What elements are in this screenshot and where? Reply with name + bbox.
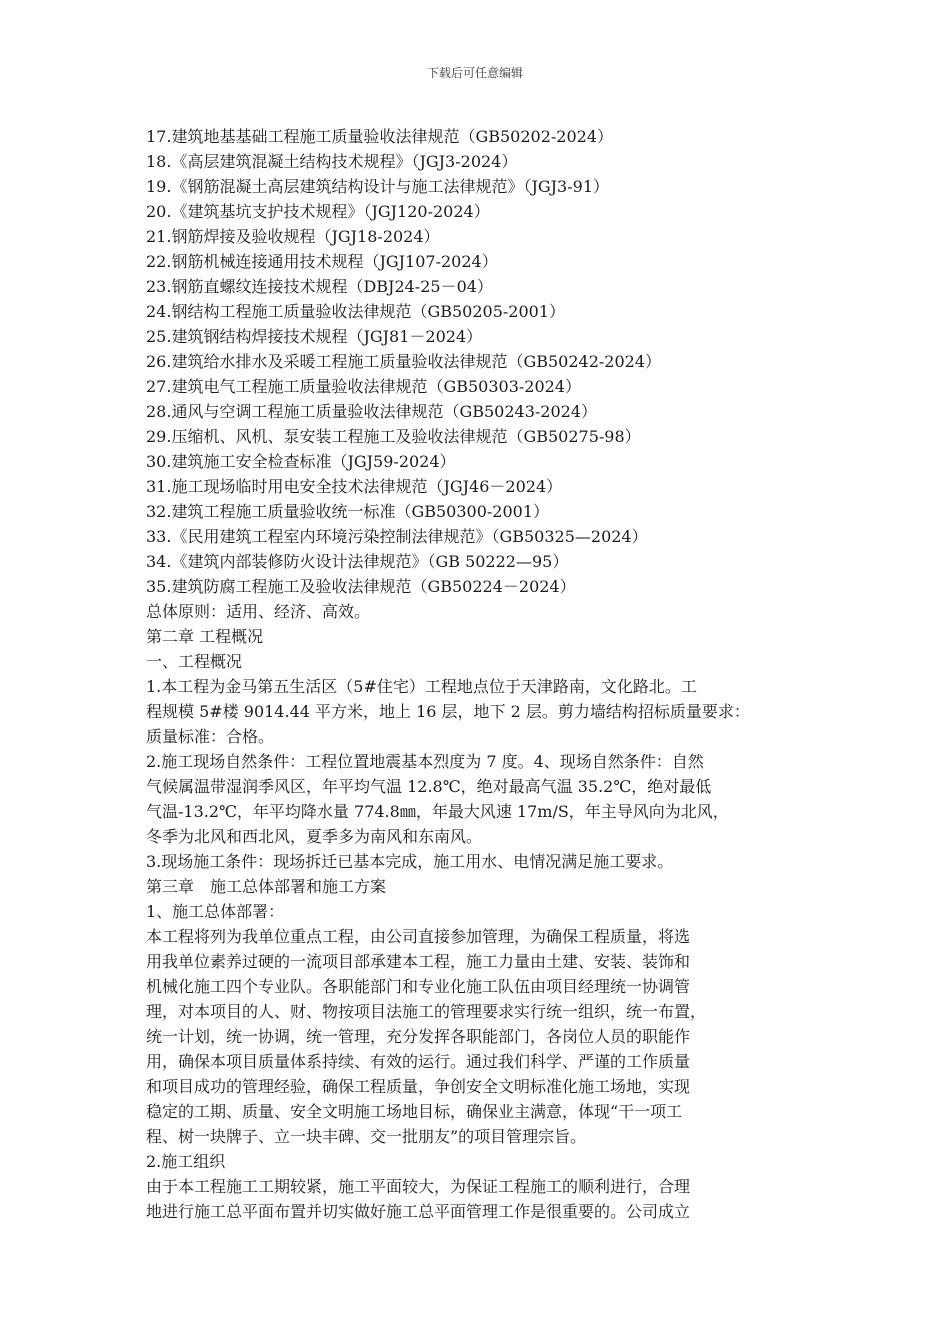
paragraph-line: 用我单位素养过硬的一流项目部承建本工程，施工力量由土建、安装、装饰和 <box>146 952 691 971</box>
reference-item: 26.建筑给水排水及采暖工程施工质量验收法律规范（GB50242-2024） <box>146 352 662 371</box>
construction-organization-paragraph <box>146 1174 818 1224</box>
reference-item: 20.《建筑基坑支护技术规程》（JGJ120-2024） <box>146 202 490 221</box>
paragraph-line: 稳定的工期、质量、安全文明施工场地目标，确保业主满意，体现“干一项工 <box>146 1102 683 1121</box>
reference-item: 34.《建筑内部装修防火设计法律规范》（GB 50222—95） <box>146 552 569 571</box>
overall-deployment-paragraph <box>146 924 818 1149</box>
paragraph-line: 程、树一块牌子、立一块丰碑、交一批朋友”的项目管理宗旨。 <box>146 1127 587 1146</box>
paragraph-line: 质量标准：合格。 <box>146 727 275 746</box>
reference-item: 33.《民用建筑工程室内环境污染控制法律规范》（GB50325—2024） <box>146 527 648 546</box>
paragraph-line: 2.施工现场自然条件：工程位置地震基本烈度为 7 度。4、现场自然条件：自然 <box>146 752 704 771</box>
project-overview-paragraph <box>146 674 818 749</box>
section-overall-deployment-heading: 1、施工总体部署： <box>146 902 285 921</box>
reference-item: 29.压缩机、风机、泵安装工程施工及验收法律规范（GB50275-98） <box>146 427 641 446</box>
reference-item: 23.钢筋直螺纹连接技术规程（DBJ24-25－04） <box>146 277 493 296</box>
overall-principle: 总体原则：适用、经济、高效。 <box>146 602 371 621</box>
reference-item: 17.建筑地基基础工程施工质量验收法律规范（GB50202-2024） <box>146 127 614 146</box>
reference-item: 32.建筑工程施工质量验收统一标准（GB50300-2001） <box>146 502 550 521</box>
reference-item: 27.建筑电气工程施工质量验收法律规范（GB50303-2024） <box>146 377 582 396</box>
paragraph-line: 程规模 5#楼 9014.44 平方米，地上 16 层，地下 2 层。剪力墙结构招标质量要求： <box>146 702 750 721</box>
natural-conditions-paragraph <box>146 749 818 849</box>
section-project-overview-heading: 一、工程概况 <box>146 652 243 671</box>
section-construction-organization-heading: 2.施工组织 <box>146 1152 226 1171</box>
paragraph-line: 和项目成功的管理经验，确保工程质量，争创安全文明标准化施工场地，实现 <box>146 1077 691 1096</box>
site-conditions-paragraph: 3.现场施工条件：现场拆迁已基本完成，施工用水、电情况满足施工要求。 <box>146 852 674 871</box>
paragraph-line: 用，确保本项目质量体系持续、有效的运行。通过我们科学、严谨的工作质量 <box>146 1052 691 1071</box>
reference-item: 18.《高层建筑混凝土结构技术规程》（JGJ3-2024） <box>146 152 518 171</box>
paragraph-line: 气候属温带湿润季风区，年平均气温 12.8℃，绝对最高气温 35.2℃，绝对最低 <box>146 777 712 796</box>
paragraph-line: 冬季为北风和西北风，夏季多为南风和东南风。 <box>146 827 483 846</box>
reference-list <box>146 124 818 599</box>
paragraph-line: 地进行施工总平面布置并切实做好施工总平面管理工作是很重要的。公司成立 <box>146 1202 691 1221</box>
paragraph-line: 本工程将列为我单位重点工程，由公司直接参加管理，为确保工程质量，将选 <box>146 927 691 946</box>
document-body <box>146 124 818 1224</box>
paragraph-line: 1.本工程为金马第五生活区（5#住宅）工程地点位于天津路南，文化路北。工 <box>146 677 697 696</box>
reference-item: 19.《钢筋混凝土高层建筑结构设计与施工法律规范》（JGJ3-91） <box>146 177 610 196</box>
reference-item: 25.建筑钢结构焊接技术规程（JGJ81－2024） <box>146 327 483 346</box>
page-header-note: 下载后可任意编辑 <box>426 66 523 80</box>
paragraph-line: 机械化施工四个专业队。各职能部门和专业化施工队伍由项目经理统一协调管 <box>146 977 691 996</box>
paragraph-line: 理，对本项目的人、财、物按项目法施工的管理要求实行统一组织，统一布置， <box>146 1002 707 1021</box>
reference-item: 21.钢筋焊接及验收规程（JGJ18-2024） <box>146 227 440 246</box>
paragraph-line: 由于本工程施工工期较紧，施工平面较大，为保证工程施工的顺利进行，合理 <box>146 1177 691 1196</box>
reference-item: 35.建筑防腐工程施工及验收法律规范（GB50224－2024） <box>146 577 576 596</box>
reference-item: 28.通风与空调工程施工质量验收法律规范（GB50243-2024） <box>146 402 598 421</box>
paragraph-line: 统一计划，统一协调，统一管理，充分发挥各职能部门，各岗位人员的职能作 <box>146 1027 691 1046</box>
chapter-2-title: 第二章 工程概况 <box>146 627 264 646</box>
paragraph-line: 气温-13.2℃，年平均降水量 774.8㎜，年最大风速 17m/S，年主导风向为北风， <box>146 802 729 821</box>
reference-item: 24.钢结构工程施工质量验收法律规范（GB50205-2001） <box>146 302 566 321</box>
reference-item: 22.钢筋机械连接通用技术规程（JGJ107-2024） <box>146 252 498 271</box>
chapter-3-title: 第三章 施工总体部署和施工方案 <box>146 877 387 896</box>
reference-item: 31.施工现场临时用电安全技术法律规范（JGJ46－2024） <box>146 477 563 496</box>
reference-item: 30.建筑施工安全检查标准（JGJ59-2024） <box>146 452 456 471</box>
